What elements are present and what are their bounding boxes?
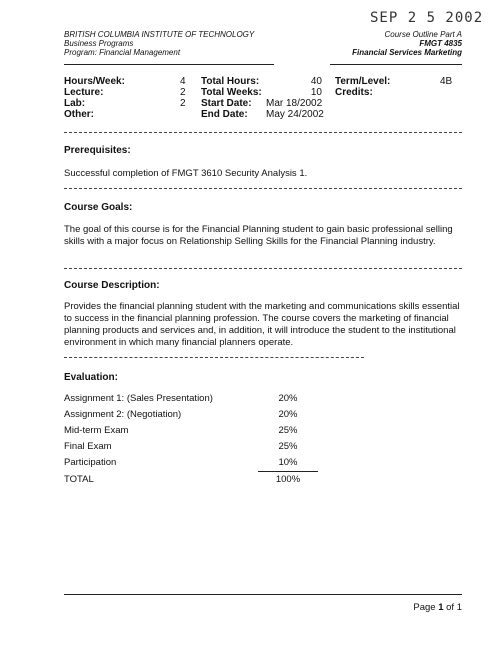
start-date-value: Mar 18/2002 — [266, 98, 323, 109]
total-rule — [258, 471, 318, 472]
programs-label: Business Programs — [64, 39, 134, 48]
goals-divider — [64, 268, 462, 269]
hours-week-value: 4 — [180, 76, 186, 87]
document-header-left — [64, 30, 254, 57]
hours-week-label: Hours/Week: — [64, 76, 125, 87]
eval-item-name: Final Exam — [64, 441, 112, 452]
description-divider — [64, 357, 364, 358]
term-level-value: 4B — [440, 76, 453, 87]
course-description-heading: Course Description: — [64, 280, 160, 291]
start-date-label: Start Date: — [201, 98, 252, 109]
info-divider — [64, 132, 462, 133]
total-hours-value: 40 — [310, 76, 322, 87]
eval-total-label: TOTAL — [64, 474, 94, 485]
eval-item-pct: 25% — [278, 441, 298, 452]
program-name: Program: Financial Management — [64, 48, 181, 57]
total-hours-label: Total Hours: — [201, 76, 260, 87]
header-rule-left — [64, 64, 274, 65]
lecture-label: Lecture: — [64, 87, 104, 98]
outline-label: Course Outline Part A — [384, 30, 462, 39]
total-weeks-value: 10 — [310, 87, 322, 98]
course-code: FMGT 4835 — [419, 39, 462, 48]
course-description-text: Provides the financial planning student with the marketing and communications skills essential to success in the financial planning profession. The course covers the marketing of financial planning products and services and, in addition, it will introduce the student to the institutional environment in which many financial planners operate. — [64, 301, 460, 348]
eval-item-name: Assignment 2: (Negotiation) — [64, 409, 182, 420]
course-title: Financial Services Marketing — [352, 48, 462, 57]
lecture-value: 2 — [180, 87, 186, 98]
eval-item-pct: 20% — [278, 393, 298, 404]
prerequisites-text: Successful completion of FMGT 3610 Security Analysis 1. — [64, 168, 308, 179]
eval-total-value: 100% — [275, 474, 301, 485]
prerequisites-heading: Prerequisites: — [64, 145, 131, 156]
eval-item-name: Mid-term Exam — [64, 425, 129, 436]
eval-item-name: Assignment 1: (Sales Presentation) — [64, 393, 213, 404]
eval-item-pct: 25% — [278, 425, 298, 436]
page-suffix: of 1 — [443, 602, 462, 613]
page-prefix: Page — [413, 602, 439, 613]
date-stamp: SEP 2 5 2002 — [370, 10, 484, 26]
course-goals-text: The goal of this course is for the Financial Planning student to gain basic professional selling skills with a major focus on Relationship Selling Skills for the Financial Planning industry. — [64, 224, 453, 247]
footer-rule — [64, 594, 462, 595]
page-number — [413, 602, 462, 613]
institute-name: BRITISH COLUMBIA INSTITUTE OF TECHNOLOGY — [64, 30, 255, 39]
end-date-value: May 24/2002 — [266, 109, 324, 120]
other-label: Other: — [64, 109, 94, 120]
end-date-label: End Date: — [201, 109, 248, 120]
evaluation-heading: Evaluation: — [64, 372, 118, 383]
header-rule-right — [330, 64, 462, 65]
document-header-right — [262, 30, 462, 57]
lab-label: Lab: — [64, 98, 86, 109]
eval-item-pct: 20% — [278, 409, 298, 420]
total-weeks-label: Total Weeks: — [201, 87, 262, 98]
credits-label: Credits: — [335, 87, 373, 98]
course-goals-heading: Course Goals: — [64, 202, 133, 213]
prereq-divider — [64, 188, 462, 189]
eval-item-pct: 10% — [278, 457, 298, 468]
eval-item-name: Participation — [64, 457, 117, 468]
term-level-label: Term/Level: — [335, 76, 391, 87]
lab-value: 2 — [180, 98, 186, 109]
page-current: 1 — [438, 602, 444, 613]
